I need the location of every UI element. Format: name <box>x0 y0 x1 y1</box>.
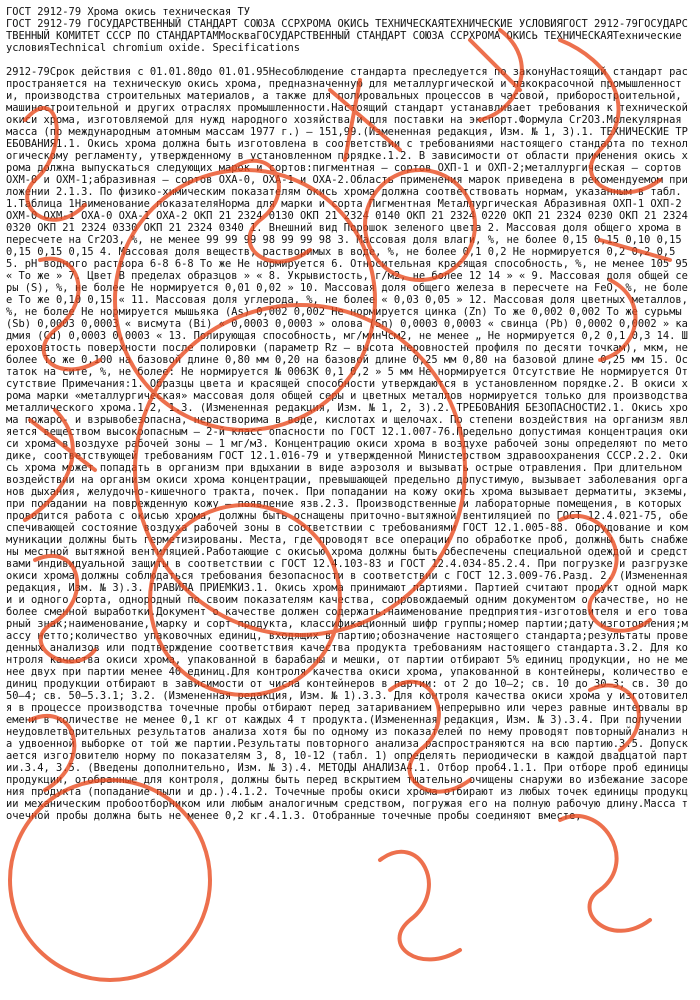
document-header: ГОСТ 2912-79 Хрома окись техническая ТУ ГОСТ 2912-79 ГОСУДАРСТВЕННЫЙ СТАНДАРТ СОЮЗА ССРХРОМА ОКИСЬ ТЕХНИЧЕСКАЯТЕХНИЧЕСКИЕ УСЛОВИЯГОСТ 2912-79ГОСУДАРСТВЕННЫЙ КОМИТЕТ СССР ПО СТАНДАРТАММоскваГОСУДАРСТВЕННЫЙ СТАНДАРТ СОЮЗА ССРХРОМА ОКИСЬ ТЕХНИЧЕСКАЯТехнические условияTechnical chromium oxide. Specifications <box>6 6 688 54</box>
document-body: 2912-79Срок действия с 01.01.80до 01.01.95Несоблюдение стандарта преследуется по законуНастоящий стандарт распространяется на техническую окись хрома, предназначенную для металлургической и лакокрасочной промышленности, производства строительных материалов, а также для полировальных процессов в часовой, приборостроительной, машиностроительной и других отраслях промышленности.Настоящий стандарт устанавливает требования к технической окиси хрома, изготовляемой для нужд народного хозяйства и для поставки на экспорт.Формула Cr2O3.Молекулярная масса (по международным атомным массам 1977 г.) – 151,99.(Измененная редакция, Изм. № 1, 3).1. ТЕХНИЧЕСКИЕ ТРЕБОВАНИЯ1.1. Окись хрома должна быть изготовлена в соответствии с требованиями настоящего стандарта по технологическому регламенту, утвержденному в установленном порядке.1.2. В зависимости от области применения окись хрома должна выпускаться следующих марок и сортов:пигментная – сортов ОХП-1 и ОХП-2;металлургическая – сортов ОХМ-0 и ОХМ-1;абразивная – сортов ОХА-0, ОХА-1 и ОХА-2.Область применения марок приведена в рекомендуемом приложении 2.1.3. По физико-химическим показателям окись хрома должна соответствовать нормам, указанным в табл. 1.Таблица 1Наименование показателяНорма для марки и сорта Пигментная Металлургическая Абразивная ОХП-1 ОХП-2 ОХМ-0 ОХМ-1 ОХА-0 ОХА-1 ОХА-2 ОКП 21 2324 0130 ОКП 21 2324 0140 ОКП 21 2324 0220 ОКП 21 2324 0230 ОКП 21 2324 0320 ОКП 21 2324 0330 ОКП 21 2324 0340 1. Внешний вид Порошок зеленого цвета 2. Массовая доля общего хрома в пересчете на Cr2O3, %, не менее 99 99 99 98 99 99 98 3. Массовая доля влаги, %, не более 0,15 0,15 0,10 0,15 0,15 0,15 0,15 4. Массовая доля веществ, растворимых в воде, %, не более 0,1 0,2 Не нормируется 0,2 0,2 0,5 5. pH водного раствора 6-8 6-8 То же Не нормируется 6. Относительная красящая способность, %, не менее 105 95 « То же » 7. Цвет В пределах образцов » « 8. Укрывистость, г/м2, не более 12 14 » « 9. Массовая доля общей серы (S), %, не более Не нормируется 0,01 0,02 » 10. Массовая доля общего железа в пересчете на FeO, %, не более То же 0,10 0,15 « 11. Массовая доля углерода, %, не более « 0,03 0,05 » 12. Массовая доля цветных металлов, %, не более Не нормируется мышьяка (As) 0,002 0,002 Не нормируется цинка (Zn) То же 0,002 0,002 То же сурьмы (Sb) 0,0003 0,0003 « висмута (Bi) « 0,0003 0,0003 » олова (Sn) 0,0003 0,0003 « свинца (Pb) 0,0002 0,0002 » кадмия (Cd) 0,0003 0,0003 « 13. Полирующая способность, мг/минЧсм2, не менее „ Не нормируется 0,2 0,1 0,3 14. Шероховатость поверхности после полировки (параметр Rz – высота неровностей профиля по десяти точкам), мкм, не более То же 0,100 на базовой длине 0,80 мм 0,20 на базовой длине 0,25 мм 0,80 на базовой длине 0,25 мм 15. Остаток на сите, %, не более: Не нормируется № 0063К 0,1 0,2 » 5 мм Не нормируется Отсутствие Не нормируется Отсутствие Примечания:1. Образцы цвета и красящей способности утверждаются в установленном порядке.2. В окиси хрома марки «металлургическая» массовая доля общей серы и цветных металлов нормируется только для производства металлического хрома.1.2, 1.3. (Измененная редакция, Изм. № 1, 2, 3).2. ТРЕБОВАНИЯ БЕЗОПАСНОСТИ2.1. Окись хрома пожаро- и взрывобезопасна, нерастворима в воде, кислотах и щелочах. По степени воздействия на организм является веществом высокоопасным – 2-й класс опасности по ГОСТ 12.1.007-76.Предельно допустимая концентрация окиси хрома в воздухе рабочей зоны – 1 мг/м3. Концентрацию окиси хрома в воздухе рабочей зоны определяют по методике, соответствующей требованиям ГОСТ 12.1.016-79 и утвержденной Министерством здравоохранения СССР.2.2. Окись хрома может попадать в организм при вдыхании в виде аэрозоля и вызывать острые отравления. При длительном воздействии на организм окиси хрома концентрации, превышающей предельно допустимую, вызывает заболевания органов дыхания, желудочно-кишечного тракта, почек. При попадании на кожу окись хрома вызывает дерматиты, экземы, при попадании на поврежденную кожу – появление язв.2.3. Производственные и лабораторные помещения, в которых проводится работа с окисью хрома, должны быть оснащены приточно-вытяжной вентиляцией по ГОСТ 12.4.021-75, обеспечивающей состояние воздуха рабочей зоны в соответствии с требованиями ГОСТ 12.1.005-88. Оборудование и коммуникации должны быть герметизированы. Места, где проводят все операции по обработке проб, должны быть снабжены местной вытяжной вентиляцией.Работающие с окисью хрома должны быть обеспечены специальной одеждой и средствами индивидуальной защиты в соответствии с ГОСТ 12.4.103-83 и ГОСТ 12.4.034-85.2.4. При погрузке и разгрузке окиси хрома должны соблюдаться требования безопасности в соответствии с ГОСТ 12.3.009-76.Разд. 2. (Измененная редакция, Изм. № 3).3. ПРАВИЛА ПРИЕМКИ3.1. Окись хрома принимают партиями. Партией считают продукт одной марки и одного сорта, однородный по своим показателям качества, сопровождаемый одним документом о качестве, но не более сменной выработки.Документ о качестве должен содержать:наименование предприятия-изготовителя и его товарный знак;наименование, марку и сорт продукта, классификационный шифр группы;номер партии;дату изготовления;массу нетто;количество упаковочных единиц, входящих в партию;обозначение настоящего стандарта;результаты проведенных анализов или подтверждение соответствия качества продукта требованиям настоящего стандарта.3.2. Для контроля качества окиси хрома, упакованной в барабаны и мешки, от партии отбирают 5% единиц продукции, но не менее двух при партии менее 40 единиц.Для контроля качества окиси хрома, упакованной в контейнеры, количество единиц продукции отбирают в зависимости от числа контейнеров в партии: от 2 до 10–2; св. 10 до 30–3; св. 30 до 50–4; св. 50–5.3.1; 3.2. (Измененная редакция, Изм. № 1).3.3. Для контроля качества окиси хрома у изготовителя в процессе производства точечные пробы отбирают перед затариванием непрерывно или через равные интервалы времени в количестве не менее 0,1 кг от каждых 4 т продукта.(Измененная редакция, Изм. № 3).3.4. При получении неудовлетворительных результатов анализа хотя бы по одному из показателей по нему проводят повторный анализ на удвоенной выборке от той же партии.Результаты повторного анализа распространяются на всю партию.3.5. Допускается изготовителю норму по показателям 3, 8, 10-12 (табл. 1) определять периодически в каждой двадцатой партии.3.4, 3.5. (Введены дополнительно, Изм. № 3).4. МЕТОДЫ АНАЛИЗА4.1. Отбор проб4.1.1. При отборе проб единицы продукции, отобранные для контроля, должны быть перед вскрытием тщательно очищены снаружи во избежание засорения продукта (попадание пыли и др.).4.1.2. Точечные пробы окиси хрома отбирают из любых точек единицы продукции механическим пробоотборником или любым аналогичным средством, погружая его на полную рабочую длину.Масса точечной пробы должна быть не менее 0,2 кг.4.1.3. Отобранные точечные пробы соединяют вместе, <box>6 66 695 822</box>
